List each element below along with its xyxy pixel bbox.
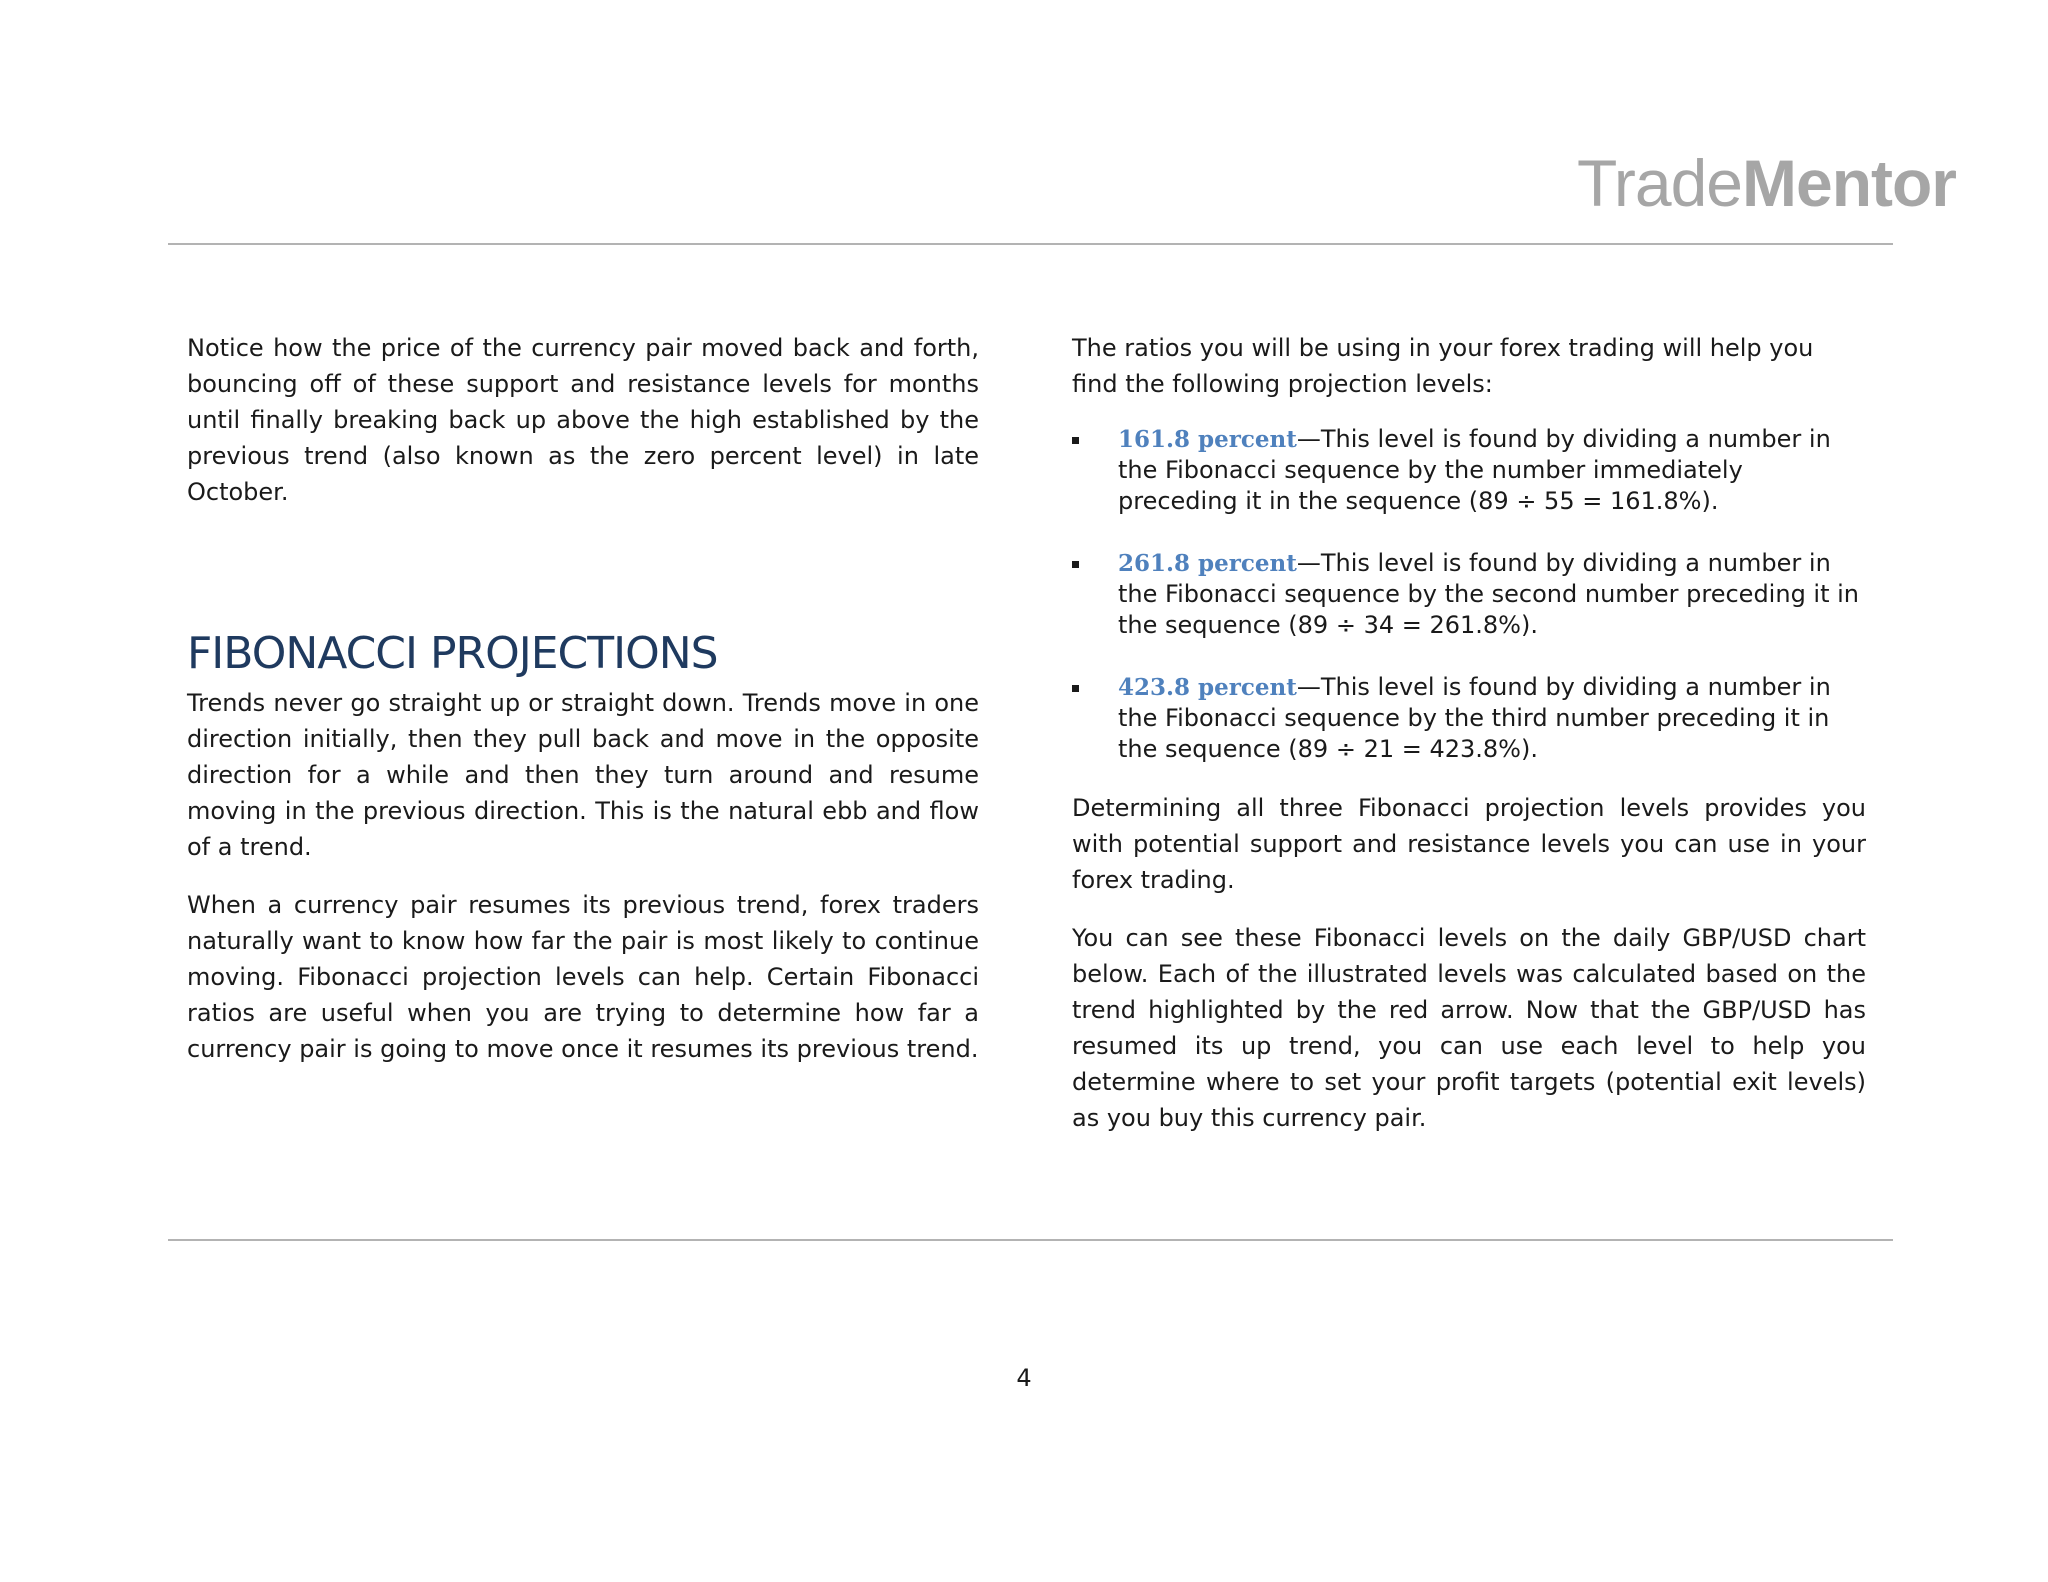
- square-bullet-icon: [1072, 561, 1079, 568]
- logo-text-mentor: Mentor: [1742, 146, 1956, 220]
- list-item: [1072, 672, 1866, 765]
- list-item: [1072, 548, 1866, 641]
- trends-paragraph: Trends never go straight up or straight down. Trends move in one direction initially, then they pull back and move in the opposite direction for a while and then they turn around and resume moving in the previous direction. This is the natural ebb and flow of a trend.: [187, 688, 979, 861]
- footer-divider: [168, 1239, 1893, 1241]
- level-term: 423.8 percent: [1118, 674, 1297, 701]
- header-divider: [168, 243, 1893, 245]
- level-term: 261.8 percent: [1118, 550, 1297, 577]
- tradementor-logo: [1577, 146, 1956, 220]
- right-intro-paragraph: The ratios you will be using in your forex trading will help you find the following projection levels:: [1072, 334, 1814, 398]
- section-heading: FIBONACCI PROJECTIONS: [187, 628, 718, 679]
- right-column: [1072, 330, 1866, 1136]
- list-item: [1072, 424, 1866, 517]
- square-bullet-icon: [1072, 437, 1079, 444]
- level-description: —This level is found by dividing a number in the Fibonacci sequence by the second number preceding it in the sequence (89 ÷ 34 = 261.8%).: [1118, 549, 1860, 639]
- level-term: 161.8 percent: [1118, 426, 1297, 453]
- left-column: [187, 330, 979, 1067]
- left-intro-paragraph: Notice how the price of the currency pair moved back and forth, bouncing off of these support and resistance levels for months until finally breaking back up above the high established by the previous trend (also known as the zero percent level) in late October.: [187, 334, 979, 506]
- page-number: 4: [1016, 1364, 1032, 1392]
- logo-text-trade: Trade: [1577, 146, 1743, 220]
- determining-levels-paragraph: Determining all three Fibonacci projection levels provides you with potential support and resistance levels you can use in your forex trading.: [1072, 794, 1866, 894]
- level-description: —This level is found by dividing a number in the Fibonacci sequence by the third number preceding it in the sequence (89 ÷ 21 = 423.8%).: [1118, 673, 1831, 763]
- square-bullet-icon: [1072, 685, 1079, 692]
- gbpusd-chart-paragraph: You can see these Fibonacci levels on the daily GBP/USD chart below. Each of the illustrated levels was calculated based on the trend highlighted by the red arrow. Now that the GBP/USD has resumed its up trend, you can use each level to help you determine where to set your profit targets (potential exit levels) as you buy this currency pair.: [1072, 924, 1866, 1132]
- projection-levels-list: [1072, 424, 1866, 765]
- projection-levels-paragraph: When a currency pair resumes its previous trend, forex traders naturally want to know how far the pair is most likely to continue moving. Fibonacci projection levels can help. Certain Fibonacci ratios are useful when you are trying to determine how far a currency pair is going to move once it resumes its previous trend.: [187, 890, 979, 1063]
- level-description: —This level is found by dividing a number in the Fibonacci sequence by the number immediately preceding it in the sequence (89 ÷ 55 = 161.8%).: [1118, 425, 1831, 515]
